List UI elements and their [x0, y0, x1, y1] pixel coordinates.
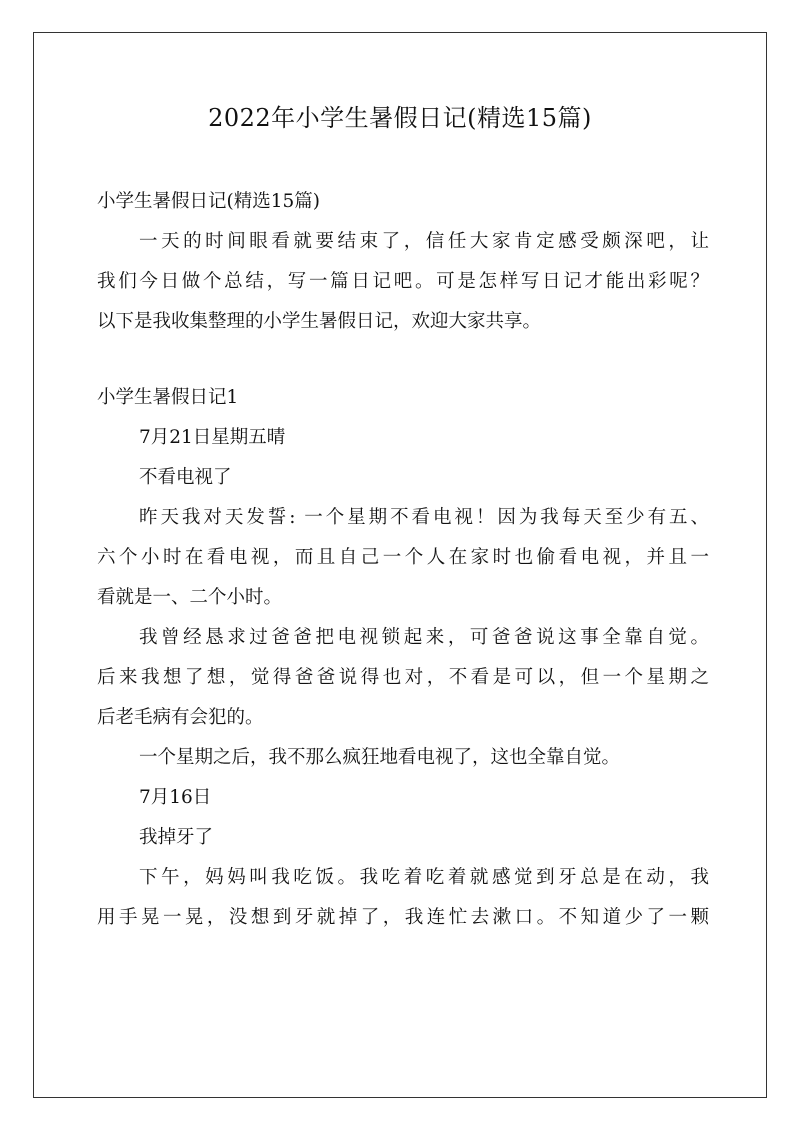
- entry-heading: 小学生暑假日记1: [97, 387, 239, 408]
- document-title: 2022年小学生暑假日记(精选15篇): [208, 104, 592, 132]
- p3-line-1: 一个星期之后，我不那么疯狂地看电视了，这也全靠自觉。: [139, 747, 621, 768]
- p4-line-1: 下午，妈妈叫我吃饭。我吃着吃着就感觉到牙总是在动，我: [139, 867, 709, 888]
- p4-line-2: 用手晃一晃，没想到牙就掉了，我连忙去漱口。不知道少了一颗: [97, 907, 709, 928]
- document-body: [97, 182, 709, 938]
- subtitle: 小学生暑假日记(精选15篇): [97, 191, 320, 212]
- p2-line-3: 后老毛病有会犯的。: [97, 707, 264, 728]
- p1-line-2: 六个小时在看电视，而且自己一个人在家时也偷看电视，并且一: [97, 547, 709, 568]
- entry-title-2: 我掉牙了: [139, 827, 214, 848]
- p2-line-1: 我曾经恳求过爸爸把电视锁起来，可爸爸说这事全靠自觉。: [139, 627, 709, 648]
- entry-date-1: 7月21日星期五晴: [139, 427, 286, 448]
- p1-line-3: 看就是一、二个小时。: [97, 587, 283, 608]
- entry-date-2: 7月16日: [139, 787, 212, 808]
- intro-line-1: 一天的时间眼看就要结束了，信任大家肯定感受颇深吧，让: [139, 231, 709, 252]
- p1-line-1: 昨天我对天发誓: 一个星期不看电视！因为我每天至少有五、: [139, 507, 709, 528]
- intro-line-2: 我们今日做个总结，写一篇日记吧。可是怎样写日记才能出彩呢？: [97, 271, 709, 292]
- paragraph-gap: [97, 342, 709, 378]
- intro-line-3: 以下是我收集整理的小学生暑假日记，欢迎大家共享。: [97, 311, 542, 332]
- p2-line-2: 后来我想了想，觉得爸爸说得也对，不看是可以，但一个星期之: [97, 667, 709, 688]
- entry-title-1: 不看电视了: [139, 467, 232, 488]
